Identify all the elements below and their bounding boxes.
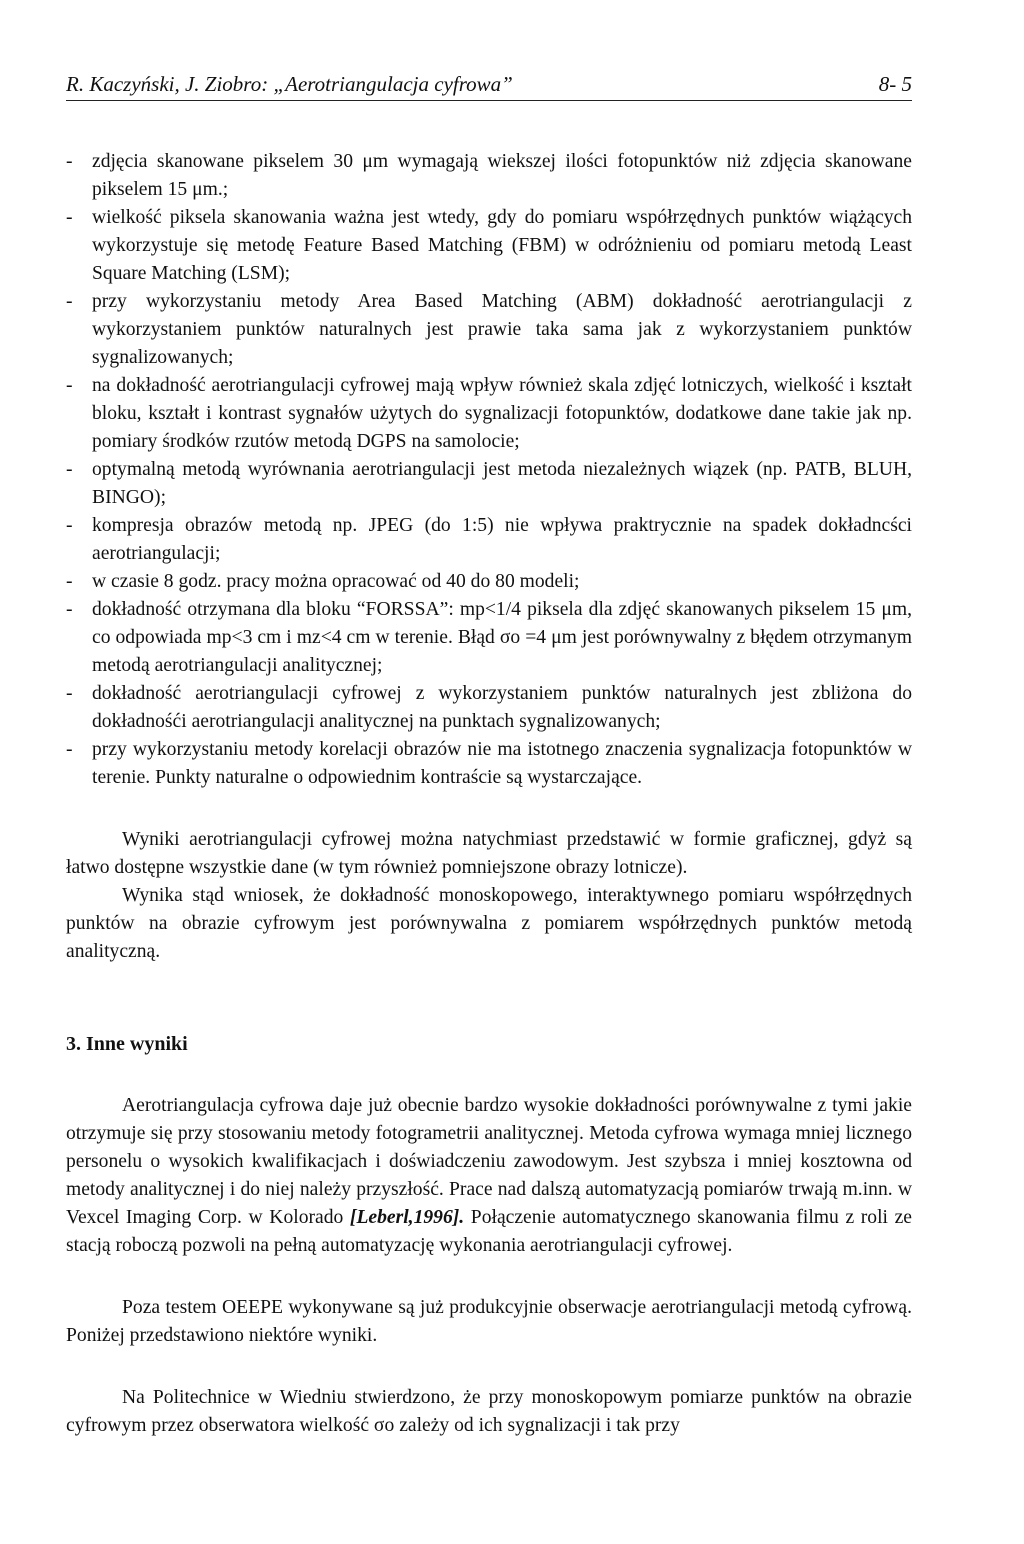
- list-item: - optymalną metodą wyrównania aerotriangulacji jest metoda niezależnych wiązek (np. PATB, BLUH, BINGO);: [66, 456, 912, 512]
- paragraph-vienna: Na Politechnice w Wiedniu stwierdzono, że przy monoskopowym pomiarze punktów na obrazie cyfrowym przez obserwatora wielkość σo zależy od ich sygnalizacji i tak przy: [66, 1387, 912, 1436]
- paragraph-text: Aerotriangulacja cyfrowa daje już obecnie bardzo wysokie dokładności porównywalne z tymi jakie otrzymuje się przy stosowaniu metody fotogrametrii analitycznej. Metoda cyfrowa wymaga mniej licznego personelu o wysokich kwalifikacjach i doświadczeniu zawodowym. Jest szybsza i mniej kosztowna od metody analitycznej i do niej należy przyszłość. Prace nad dalszą automatyzacją pomiarów trwają m.inn. w Vexcel Imaging Corp. w Kolorado: [66, 1095, 912, 1228]
- page-number: 8- 5: [878, 72, 912, 96]
- paragraph-other-results: [66, 1092, 912, 1260]
- results-list: [66, 148, 912, 792]
- citation: [Leberl,1996].: [349, 1207, 465, 1228]
- page-content: [66, 148, 912, 1440]
- running-header: [66, 72, 912, 101]
- paragraph-conclusion: Wynika stąd wniosek, że dokładność monoskopowego, interaktywnego pomiaru współrzędnych punktów na obrazie cyfrowym jest porównywalna z pomiarem współrzędnych punktów metodą analityczną.: [66, 885, 912, 962]
- list-item: - dokładność otrzymana dla bloku “FORSSA”: mp<1/4 piksela dla zdjęć skanowanych pikselem 15 μm, co odpowiada mp<3 cm i mz<4 cm w terenie. Błąd σo =4 μm jest porównywalny z błędem otrzymanym metodą aerotriangulacji analitycznej;: [66, 596, 912, 680]
- paragraph-production: Poza testem OEEPE wykonywane są już produkcyjnie obserwacje aerotriangulacji metodą cyfrową. Poniżej przedstawiono niektóre wyniki.: [66, 1297, 912, 1346]
- paragraph-text: Połączenie automatycznego skanowania filmu z roli ze stacją roboczą pozwoli na pełną automatyzację wykonania aerotriangulacji cyfrowej.: [66, 1207, 912, 1256]
- list-item: - wielkość piksela skanowania ważna jest wtedy, gdy do pomiaru współrzędnych punktów wiążących wykorzystuje się metodę Feature Based Matching (FBM) w odróżnieniu od pomiaru metodą Least Square Matching (LSM);: [66, 204, 912, 288]
- list-item: - przy wykorzystaniu metody korelacji obrazów nie ma istotnego znaczenia sygnalizacja fotopunktów w terenie. Punkty naturalne o odpowiednim kontraście są wystarczające.: [66, 736, 912, 792]
- paragraph-results-graphic: Wyniki aerotriangulacji cyfrowej można natychmiast przedstawić w formie graficznej, gdyż są łatwo dostępne wszystkie dane (w tym również pomniejszone obrazy lotnicze).: [66, 829, 912, 878]
- list-item: - przy wykorzystaniu metody Area Based Matching (ABM) dokładność aerotriangulacji z wykorzystaniem punktów naturalnych jest prawie taka sama jak z wykorzystaniem punktów sygnalizowanych;: [66, 288, 912, 372]
- header-authors-title: R. Kaczyński, J. Ziobro: „Aerotriangulacja cyfrowa”: [66, 72, 513, 96]
- list-item: - zdjęcia skanowane pikselem 30 μm wymagają wiekszej ilości fotopunktów niż zdjęcia skanowane pikselem 15 μm.;: [66, 148, 912, 204]
- list-item: - na dokładność aerotriangulacji cyfrowej mają wpływ również skala zdjęć lotniczych, wielkość i kształt bloku, kształt i kontrast sygnałów użytych do sygnalizacji fotopunktów, dodatkowe dane takie jak np. pomiary środków rzutów metodą DGPS na samolocie;: [66, 372, 912, 456]
- list-item: - w czasie 8 godz. pracy można opracować od 40 do 80 modeli;: [66, 568, 912, 596]
- section-heading: 3. Inne wyniki: [66, 1033, 188, 1055]
- list-item: - dokładność aerotriangulacji cyfrowej z wykorzystaniem punktów naturalnych jest zbliżona do dokładnośći aerotriangulacji analitycznej na punktach sygnalizowanych;: [66, 680, 912, 736]
- list-item: - kompresja obrazów metodą np. JPEG (do 1:5) nie wpływa praktrycznie na spadek dokładncści aerotriangulacji;: [66, 512, 912, 568]
